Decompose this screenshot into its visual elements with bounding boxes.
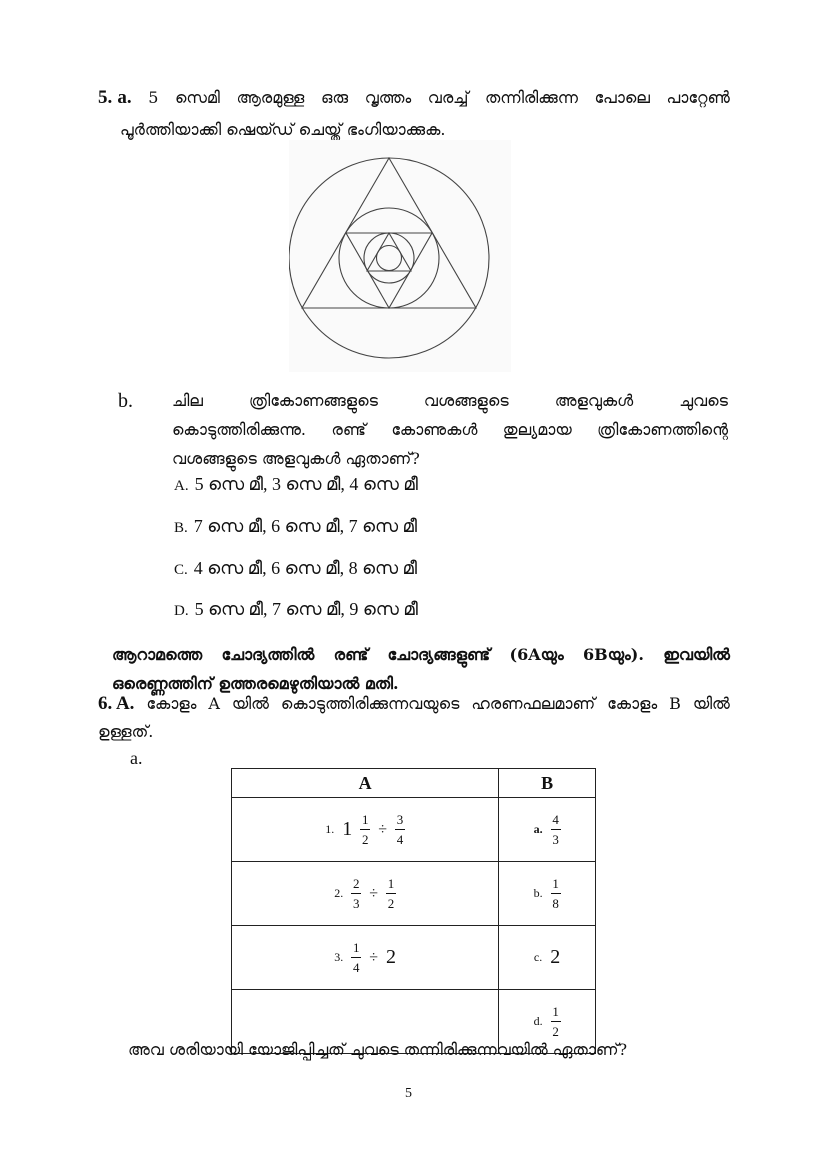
word: B bbox=[669, 694, 681, 713]
middle-circle bbox=[339, 208, 439, 308]
item-label: 1. bbox=[325, 822, 335, 836]
question-6a-sub-label: a. bbox=[130, 748, 143, 768]
fraction: $\frac{4}{3}$ bbox=[552, 812, 559, 847]
inner-circle bbox=[364, 233, 414, 283]
word: വശങ്ങളുടെ bbox=[423, 391, 509, 410]
word: ഇവയിൽ bbox=[663, 645, 730, 664]
outer-circle bbox=[289, 158, 489, 358]
option-c bbox=[174, 558, 417, 579]
word: ചോദ്യത്തിൽ bbox=[221, 645, 315, 664]
word: യിൽ bbox=[692, 694, 730, 713]
innermost-circle bbox=[377, 246, 402, 271]
fraction: $\frac{1}{4}$ bbox=[352, 940, 360, 975]
item-label: 3. bbox=[334, 950, 344, 964]
table-row bbox=[232, 862, 596, 926]
circle-triangle-pattern-figure bbox=[289, 140, 511, 372]
option-label: D. bbox=[174, 603, 189, 619]
word: കൊടുത്തിരിക്കുന്നവയുടെ bbox=[280, 694, 460, 713]
question-5a-line1 bbox=[98, 82, 730, 114]
question-5b-line3: വശങ്ങളുടെ അളവുകൾ ഏതാണ്? bbox=[172, 449, 420, 468]
question-6a-line1 bbox=[98, 690, 730, 718]
fraction: $\frac{1}{8}$ bbox=[552, 876, 559, 911]
question-5a bbox=[98, 82, 730, 146]
cell-b1 bbox=[499, 798, 596, 862]
word: രണ്ട് bbox=[333, 645, 369, 664]
fraction: $\frac{1}{2}$ bbox=[387, 876, 395, 911]
table-header-row bbox=[232, 769, 596, 798]
cell-a1 bbox=[232, 798, 499, 862]
divide-sign: ÷ bbox=[378, 820, 387, 838]
question-5b-label: b. bbox=[118, 390, 133, 412]
note-line1 bbox=[112, 640, 730, 669]
table-row bbox=[232, 926, 596, 990]
question-6a-line2: ഉള്ളത്. bbox=[98, 722, 154, 741]
option-text: 5 സെ മീ, 3 സെ മീ, 4 സെ മീ bbox=[194, 474, 418, 494]
page-number: 5 bbox=[405, 1086, 412, 1101]
cell-a2 bbox=[232, 862, 499, 926]
question-number: 6. A. bbox=[98, 693, 135, 714]
option-label: A. bbox=[174, 478, 189, 494]
word: കോണുകൾ bbox=[391, 420, 478, 439]
word: കൊടുത്തിരിക്കുന്നു. bbox=[172, 420, 306, 439]
item-label: d. bbox=[533, 1014, 543, 1028]
word: ആരമുള്ള bbox=[236, 88, 305, 107]
fraction: $\frac{1}{2}$ bbox=[552, 1004, 559, 1039]
option-d bbox=[174, 599, 418, 620]
word: കോളം bbox=[607, 694, 658, 713]
question-6a bbox=[98, 690, 730, 746]
option-label: B. bbox=[174, 520, 188, 536]
word: ചോദ്യങ്ങളുണ്ട് bbox=[387, 645, 491, 664]
divide-sign: ÷ bbox=[369, 884, 378, 902]
word: കോളം bbox=[146, 694, 197, 713]
word: യിൽ bbox=[231, 694, 269, 713]
divide-sign: ÷ bbox=[369, 948, 378, 966]
question-number: 5. a. bbox=[98, 87, 132, 108]
option-text: 7 സെ മീ, 6 സെ മീ, 7 സെ മീ bbox=[193, 516, 418, 536]
fraction: $\frac{2}{3}$ bbox=[352, 876, 360, 911]
word: അളവുകൾ bbox=[554, 391, 634, 410]
word: രണ്ട് bbox=[331, 420, 366, 439]
item-label: c. bbox=[533, 950, 543, 964]
word: തന്നിരിക്കുന്ന bbox=[485, 88, 578, 107]
item-label: a. bbox=[533, 822, 543, 836]
fraction: $\frac{1}{2}$ bbox=[361, 812, 369, 847]
whole-number: 2 bbox=[550, 946, 561, 968]
whole-number: 1 bbox=[342, 818, 353, 840]
word: ചില bbox=[172, 391, 203, 410]
question-5a-line2: പൂർത്തിയാക്കി ഷെയ്ഡ് ചെയ്ത് ഭംഗിയാക്കുക. bbox=[120, 120, 446, 139]
item-label: b. bbox=[533, 886, 543, 900]
option-text: 4 സെ മീ, 6 സെ മീ, 8 സെ മീ bbox=[193, 558, 418, 578]
word: ത്രികോണത്തിന്റെ bbox=[597, 420, 728, 439]
word: ഹരണഫലമാണ് bbox=[471, 694, 596, 713]
column-b-header: B bbox=[499, 769, 596, 798]
note-line2: ഒരെണ്ണത്തിന് ഉത്തരമെഴുതിയാൽ മതി. bbox=[112, 674, 399, 693]
question-5b-line2 bbox=[172, 415, 728, 444]
word: പോലെ bbox=[594, 88, 650, 107]
option-a bbox=[174, 474, 418, 495]
word: പാറ്റേൺ bbox=[666, 88, 730, 107]
word: A bbox=[208, 694, 220, 713]
column-a-header: A bbox=[232, 769, 499, 798]
pattern-drawing bbox=[289, 140, 511, 372]
word: വരച്ച് bbox=[427, 88, 469, 107]
option-b bbox=[174, 516, 417, 537]
cell-a3 bbox=[232, 926, 499, 990]
word: വൃത്തം bbox=[364, 88, 412, 107]
word: തുല്യമായ bbox=[502, 420, 572, 439]
word: 6Bയും). bbox=[583, 645, 644, 664]
fraction: $\frac{3}{4}$ bbox=[396, 812, 404, 847]
word: ചുവടെ bbox=[679, 391, 728, 410]
word: ത്രികോണങ്ങളുടെ bbox=[248, 391, 378, 410]
option-label: C. bbox=[174, 562, 188, 578]
whole-number: 2 bbox=[385, 946, 396, 968]
question-6a-prompt: അവ ശരിയായി യോജിപ്പിച്ചത് ചുവടെ തന്നിരിക്കുന്നവയിൽ ഏതാണ്? bbox=[128, 1040, 628, 1059]
word: ഒരു bbox=[320, 88, 349, 107]
cell-b3 bbox=[499, 926, 596, 990]
cell-b2 bbox=[499, 862, 596, 926]
word: (6Aയും bbox=[509, 645, 564, 664]
table-row bbox=[232, 798, 596, 862]
word: 5 bbox=[148, 88, 159, 107]
question-5b-line1 bbox=[172, 386, 728, 415]
matching-table bbox=[231, 768, 596, 1054]
word: സെമി bbox=[175, 88, 220, 107]
option-text: 5 സെ മീ, 7 സെ മീ, 9 സെ മീ bbox=[194, 599, 418, 619]
question-5b-text bbox=[172, 386, 728, 473]
word: ആറാമത്തെ bbox=[112, 645, 203, 664]
item-label: 2. bbox=[334, 886, 344, 900]
